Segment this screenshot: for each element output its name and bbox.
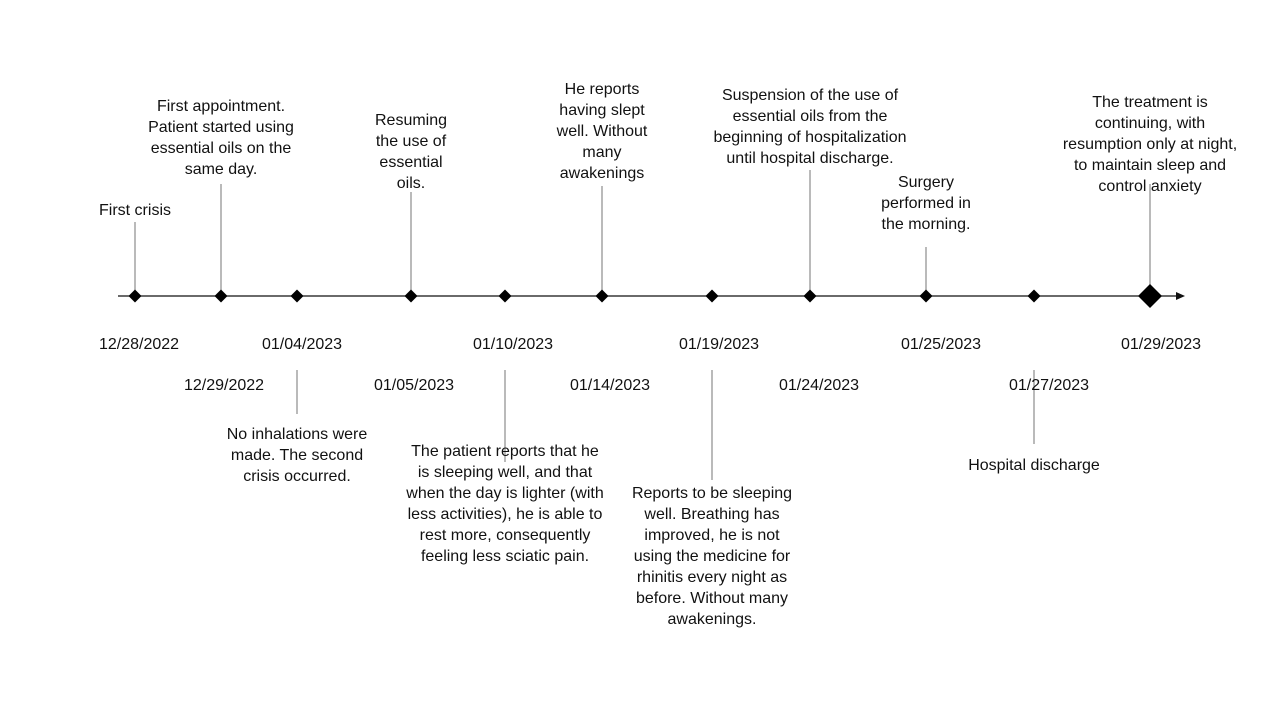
- event-note: Hospital discharge: [968, 457, 1100, 474]
- event-note: Resuming the use of essential oils.: [374, 112, 448, 192]
- event-note: The patient reports that he is sleeping well, and that when the day is lighter (with less activities), he is able to rest more, consequently feeling less sciatic pain.: [406, 443, 604, 565]
- event-date: 01/29/2023: [1120, 336, 1202, 353]
- event-date: 01/19/2023: [678, 336, 760, 353]
- event-date: 01/24/2023: [778, 377, 860, 394]
- event-marker-icon: [405, 290, 418, 303]
- event-date: 01/10/2023: [472, 336, 554, 353]
- event-note: No inhalations were made. The second crisis occurred.: [226, 426, 368, 485]
- event-date: 01/25/2023: [900, 336, 982, 353]
- event-marker-icon: [920, 290, 933, 303]
- event-marker-icon: [215, 290, 228, 303]
- event-date: 01/04/2023: [261, 336, 343, 353]
- event-date: 01/05/2023: [373, 377, 455, 394]
- event-note: First appointment. Patient started using essential oils on the same day.: [148, 98, 294, 178]
- event-marker-icon: [596, 290, 609, 303]
- event-marker-icon: [291, 290, 304, 303]
- event-note: Suspension of the use of essential oils from the beginning of hospitalization until hospital discharge.: [713, 87, 907, 167]
- timeline-arrow-icon: [1176, 292, 1185, 300]
- event-note: First crisis: [99, 202, 171, 219]
- event-marker-icon: [706, 290, 719, 303]
- event-marker-icon: [1138, 284, 1162, 308]
- event-date: 12/28/2022: [98, 336, 180, 353]
- event-date: 01/14/2023: [569, 377, 651, 394]
- event-date: 12/29/2022: [183, 377, 265, 394]
- event-marker-icon: [499, 290, 512, 303]
- event-note: The treatment is continuing, with resumption only at night, to maintain sleep and control anxiety: [1062, 94, 1238, 195]
- event-date: 01/27/2023: [1008, 377, 1090, 394]
- event-note: He reports having slept well. Without many awakenings: [556, 81, 648, 182]
- event-note: Reports to be sleeping well. Breathing has improved, he is not using the medicine for rhinitis every night as before. Without many awakenings.: [631, 485, 793, 628]
- event-marker-icon: [129, 290, 142, 303]
- event-marker-icon: [1028, 290, 1041, 303]
- event-marker-icon: [804, 290, 817, 303]
- event-note: Surgery performed in the morning.: [881, 174, 971, 233]
